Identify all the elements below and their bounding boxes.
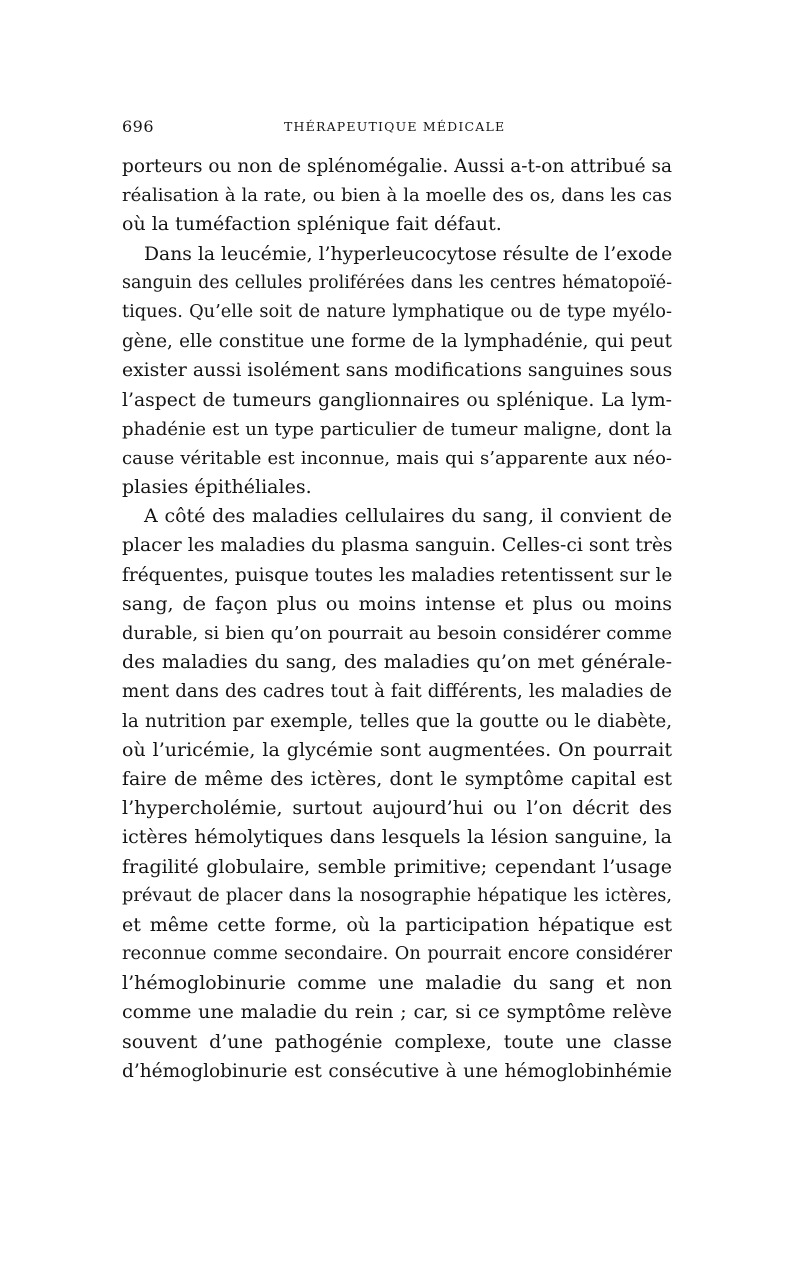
body-text [122, 152, 672, 1086]
text-line: Dans la leucémie, l’hyperleucocytose résulte de l’exode [144, 243, 673, 265]
text-line: fragilité globulaire, semble primitive; cependant l’usage [122, 855, 672, 878]
text-line: l’hémoglobinurie comme une maladie du sang et non [122, 972, 672, 995]
text-line: sanguin des cellules proliférées dans les centres hématopoïé- [122, 272, 672, 293]
page-number: 696 [122, 117, 155, 136]
text-line: phadénie est un type particulier de tumeur maligne, dont la [122, 418, 672, 440]
text-line: ment dans des cadres tout à fait différents, les maladies de [122, 681, 672, 703]
text-line: cause véritable est inconnue, mais qui s’apparente aux néo- [122, 447, 672, 469]
text-line: sang, de façon plus ou moins intense et plus ou moins [122, 592, 672, 615]
text-line: tiques. Qu’elle soit de nature lymphatique ou de type myélo- [122, 301, 672, 322]
text-line: réalisation à la rate, ou bien à la moelle des os, dans les cas [122, 185, 672, 207]
page-header [122, 117, 672, 139]
text-line: reconnue comme secondaire. On pourrait encore considérer [122, 944, 672, 965]
text-line: des maladies du sang, des maladies qu’on met générale- [122, 651, 672, 674]
text-line: faire de même des ictères, dont le symptôme capital est [122, 767, 672, 790]
text-line: et même cette forme, où la participation hépatique est [122, 913, 672, 936]
text-line: plasies épithéliales. [122, 476, 312, 499]
text-line: où la tuméfaction splénique fait défaut. [122, 213, 502, 236]
text-line: comme une maladie du rein ; car, si ce symptôme relève [122, 1001, 672, 1024]
text-line: d’hémoglobinurie est consécutive à une hémoglobinhémie [122, 1060, 672, 1082]
text-line: la nutrition par exemple, telles que la goutte ou le diabète, [122, 710, 672, 732]
running-title: THÉRAPEUTIQUE MÉDICALE [284, 119, 506, 134]
text-line: prévaut de placer dans la nosographie hépatique les ictères, [122, 885, 672, 906]
text-line: ictères hémolytiques dans lesquels la lésion sanguine, la [122, 826, 672, 849]
text-line: l’aspect de tumeurs ganglionnaires ou splénique. La lym- [122, 389, 672, 411]
text-line: porteurs ou non de splénomégalie. Aussi a-t-on attribué sa [122, 156, 672, 177]
text-line: l’hypercholémie, surtout aujourd’hui ou l’on décrit des [122, 797, 672, 820]
text-line: durable, si bien qu’on pourrait au besoin considérer comme [122, 623, 672, 644]
text-line: A côté des maladies cellulaires du sang, il convient de [144, 505, 672, 528]
text-line: gène, elle constitue une forme de la lymphadénie, qui peut [122, 331, 672, 353]
text-line: souvent d’une pathogénie complexe, toute une classe [122, 1030, 672, 1053]
text-line: fréquentes, puisque toutes les maladies retentissent sur le [122, 564, 673, 586]
text-line: placer les maladies du plasma sanguin. Celles-ci sont très [122, 535, 673, 557]
text-line: exister aussi isolément sans modifications sanguines sous [122, 360, 673, 382]
text-line: où l’uricémie, la glycémie sont augmentées. On pourrait [122, 738, 672, 761]
